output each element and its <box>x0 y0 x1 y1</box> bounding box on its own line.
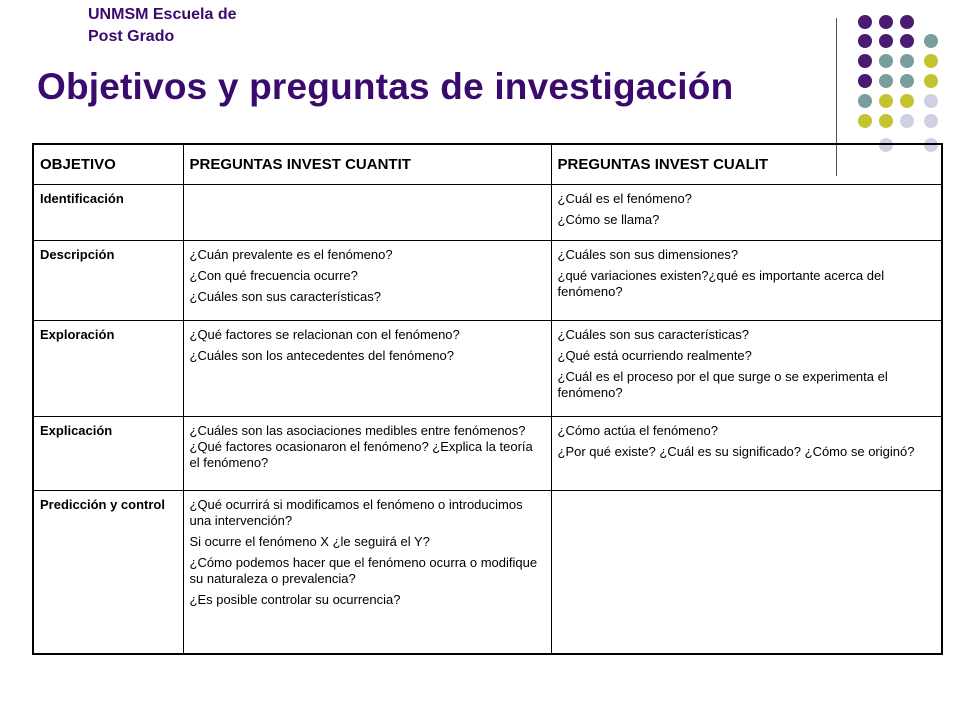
decorative-dot <box>858 74 872 88</box>
decorative-dot <box>858 114 872 128</box>
header-cualit: PREGUNTAS INVEST CUALIT <box>551 144 942 184</box>
header-cuantit: PREGUNTAS INVEST CUANTIT <box>183 144 551 184</box>
decorative-dot <box>924 74 938 88</box>
question-text: ¿Es posible controlar su ocurrencia? <box>189 591 401 607</box>
decorative-dot <box>858 15 872 29</box>
school-name-line1: UNMSM Escuela de <box>88 6 237 23</box>
decorative-dot <box>879 114 893 128</box>
table-row <box>33 416 942 490</box>
question-text: ¿Con qué frecuencia ocurre? <box>189 267 358 283</box>
question-text: ¿Qué está ocurriendo realmente? <box>557 347 752 363</box>
cualit-cell <box>551 240 942 320</box>
table-row <box>33 184 942 240</box>
school-name <box>88 4 258 48</box>
objetivo-cell: Explicación <box>33 416 183 490</box>
cualit-cell <box>551 184 942 240</box>
header-objetivo: OBJETIVO <box>33 144 183 184</box>
question-text: ¿Cuáles son las asociaciones medibles entre fenómenos? ¿Qué factores ocasionaron el fenómeno? ¿Explica la teoría el fenómeno? <box>189 422 533 470</box>
question-text: ¿Cuáles son los antecedentes del fenómeno? <box>189 347 455 363</box>
question-text: Si ocurre el fenómeno X ¿le seguirá el Y? <box>189 533 430 549</box>
school-name-line2: Post Grado <box>88 28 175 45</box>
decorative-dot <box>879 54 893 68</box>
table-row <box>33 320 942 416</box>
decorative-dot <box>879 34 893 48</box>
objetivo-cell: Identificación <box>33 184 183 240</box>
decorative-dot <box>900 15 914 29</box>
decorative-dot <box>924 114 938 128</box>
cualit-cell <box>551 490 942 654</box>
cuantit-cell <box>183 490 551 654</box>
objetivo-cell: Descripción <box>33 240 183 320</box>
decorative-dot <box>900 34 914 48</box>
decorative-dot <box>879 15 893 29</box>
question-text: ¿Por qué existe? ¿Cuál es su significado? ¿Cómo se originó? <box>557 443 915 459</box>
question-text: ¿Cuál es el proceso por el que surge o se experimenta el fenómeno? <box>557 368 888 400</box>
cualit-cell <box>551 416 942 490</box>
decorative-dot <box>858 94 872 108</box>
cuantit-cell <box>183 240 551 320</box>
question-text: ¿Cómo actúa el fenómeno? <box>557 422 718 438</box>
objectives-table <box>32 143 943 655</box>
decorative-dot <box>879 74 893 88</box>
question-text: ¿Qué factores se relacionan con el fenómeno? <box>189 326 460 342</box>
objetivo-cell: Predicción y control <box>33 490 183 654</box>
decorative-dot <box>900 54 914 68</box>
page-title: Objetivos y preguntas de investigación <box>37 66 734 107</box>
cualit-cell <box>551 320 942 416</box>
question-text: ¿Cuáles son sus características? <box>189 288 381 304</box>
question-text: ¿Cómo podemos hacer que el fenómeno ocurra o modifique su naturaleza o prevalencia? <box>189 554 538 586</box>
table-row <box>33 490 942 654</box>
question-text: ¿Cuán prevalente es el fenómeno? <box>189 246 393 262</box>
decorative-dot <box>858 54 872 68</box>
decorative-dot <box>900 74 914 88</box>
table-row <box>33 240 942 320</box>
question-text: ¿qué variaciones existen?¿qué es importante acerca del fenómeno? <box>557 267 885 299</box>
decorative-dot <box>858 34 872 48</box>
cuantit-cell <box>183 184 551 240</box>
objetivo-cell: Exploración <box>33 320 183 416</box>
question-text: ¿Qué ocurrirá si modificamos el fenómeno o introducimos una intervención? <box>189 496 523 528</box>
question-text: ¿Cómo se llama? <box>557 211 660 227</box>
cuantit-cell <box>183 416 551 490</box>
decorative-dot <box>924 34 938 48</box>
decorative-dot <box>900 114 914 128</box>
question-text: ¿Cuáles son sus características? <box>557 326 749 342</box>
table-header-row <box>33 144 942 184</box>
decorative-dot <box>924 54 938 68</box>
cuantit-cell <box>183 320 551 416</box>
decorative-dot <box>924 94 938 108</box>
question-text: ¿Cuáles son sus dimensiones? <box>557 246 739 262</box>
question-text: ¿Cuál es el fenómeno? <box>557 190 692 206</box>
decorative-dot <box>879 94 893 108</box>
decorative-dot <box>900 94 914 108</box>
